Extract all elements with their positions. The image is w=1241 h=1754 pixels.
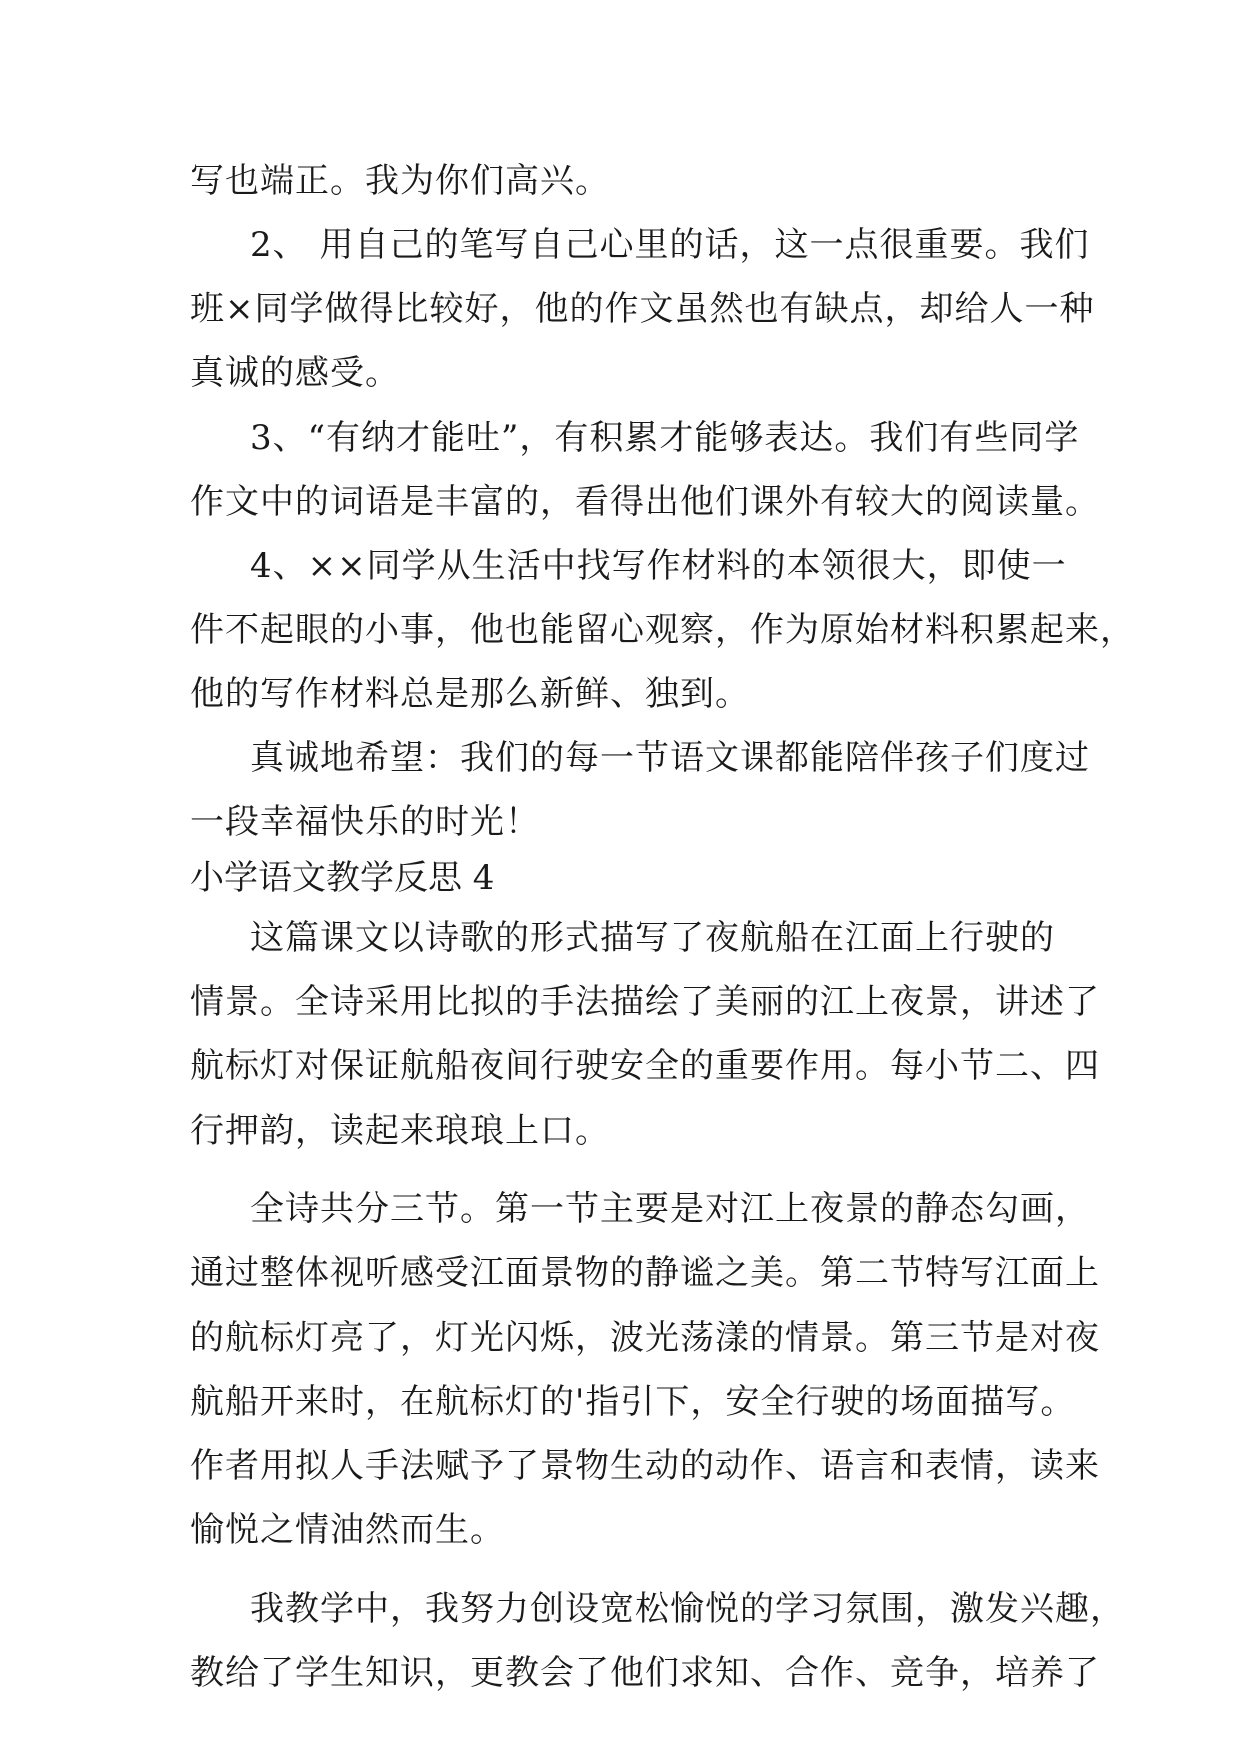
section-heading: 小学语文教学反思 4 — [190, 858, 495, 898]
text-line: 行押韵，读起来琅琅上口。 — [190, 1111, 610, 1151]
text-line: 愉悦之情油然而生。 — [190, 1510, 505, 1550]
text-line: 班×同学做得比较好，他的作文虽然也有缺点，却给人一种 — [190, 289, 1095, 329]
text-line: 一段幸福快乐的时光！ — [190, 802, 540, 842]
text-line: 真诚的感受。 — [190, 353, 400, 393]
paragraph-start-line: 这篇课文以诗歌的形式描写了夜航船在江面上行驶的 — [250, 918, 1055, 958]
text-line: 作文中的词语是丰富的，看得出他们课外有较大的阅读量。 — [190, 482, 1100, 522]
paragraph-start-line: 4、××同学从生活中找写作材料的本领很大，即使一 — [250, 546, 1067, 586]
text-line: 他的写作材料总是那么新鲜、独到。 — [190, 674, 750, 714]
text-line: 件不起眼的小事，他也能留心观察，作为原始材料积累起来， — [190, 610, 1135, 650]
paragraph-start-line: 2、 用自己的笔写自己心里的话，这一点很重要。我们 — [250, 225, 1090, 265]
paragraph-start-line: 真诚地希望：我们的每一节语文课都能陪伴孩子们度过 — [250, 738, 1090, 778]
paragraph-start-line: 3、“有纳才能吐”，有积累才能够表达。我们有些同学 — [250, 418, 1080, 458]
text-line: 作者用拟人手法赋予了景物生动的动作、语言和表情，读来 — [190, 1446, 1100, 1486]
text-line: 通过整体视听感受江面景物的静谧之美。第二节特写江面上 — [190, 1253, 1100, 1293]
text-line: 的航标灯亮了，灯光闪烁，波光荡漾的情景。第三节是对夜 — [190, 1318, 1100, 1358]
paragraph-start-line: 全诗共分三节。第一节主要是对江上夜景的静态勾画， — [250, 1189, 1090, 1229]
paragraph-start-line: 我教学中，我努力创设宽松愉悦的学习氛围，激发兴趣， — [250, 1589, 1125, 1629]
text-line: 航船开来时，在航标灯的'指引下，安全行驶的场面描写。 — [190, 1382, 1076, 1422]
text-line: 航标灯对保证航船夜间行驶安全的重要作用。每小节二、四 — [190, 1046, 1100, 1086]
text-line: 情景。全诗采用比拟的手法描绘了美丽的江上夜景，讲述了 — [190, 982, 1100, 1022]
text-line: 教给了学生知识，更教会了他们求知、合作、竞争，培养了 — [190, 1653, 1100, 1693]
text-line: 写也端正。我为你们高兴。 — [190, 161, 610, 201]
